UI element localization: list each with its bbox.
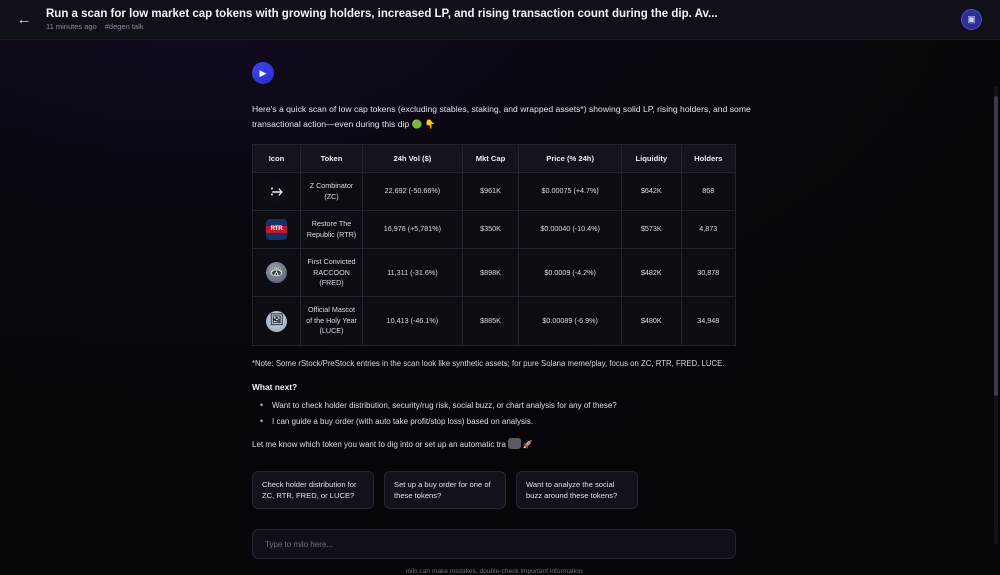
suggestion-chip-holder-distribution[interactable]: Check holder distribution for ZC, RTR, FRED, or LUCE? <box>252 471 374 510</box>
closing-text-before: Let me know which token you want to dig into or set up an automatic tra <box>252 439 506 449</box>
chat-input[interactable] <box>265 540 723 549</box>
column-header-liquidity: Liquidity <box>622 145 681 173</box>
token-name: Official Mascot of the Holy Year (LUCE) <box>301 297 363 345</box>
closing-text-after: 🚀 <box>522 439 533 449</box>
z-combinator-logo-icon <box>266 181 287 202</box>
suggestion-chips <box>252 471 752 510</box>
token-holders: 30,878 <box>681 249 735 297</box>
assistant-avatar-icon <box>252 62 274 84</box>
column-header-token: Token <box>301 145 363 173</box>
table-row <box>253 173 736 211</box>
table-row <box>253 211 736 249</box>
token-holders: 868 <box>681 173 735 211</box>
token-scan-table <box>252 144 736 346</box>
token-icon-glyph: RTR <box>270 225 283 233</box>
token-volume: 22,692 (-50.66%) <box>363 173 463 211</box>
luce-mascot-logo-icon <box>266 311 287 332</box>
token-icon-cell <box>253 211 301 249</box>
channel-tag: #degen talk <box>104 22 144 31</box>
token-volume: 11,311 (-31.6%) <box>363 249 463 297</box>
list-item: • I can guide a buy order (with auto take profit/stop loss) based on analysis. <box>256 417 752 426</box>
restore-the-republic-logo-icon <box>266 219 287 240</box>
token-icon-cell <box>253 173 301 211</box>
conversation <box>252 40 752 575</box>
token-mktcap: $350K <box>462 211 518 249</box>
assistant-intro-text: Here's a quick scan of low cap tokens (excluding stables, staking, and wrapped assets*) showing solid LP, rising holders, and some transactional action—even during this dip 🟢 👇 <box>252 104 751 130</box>
token-icon-glyph: ⧴ <box>270 183 283 199</box>
token-price: $0.00089 (-6.9%) <box>519 297 622 345</box>
token-liquidity: $642K <box>622 173 681 211</box>
disclaimer-text: milo can make mistakes, double-check important information <box>405 568 583 575</box>
token-icon-cell <box>253 297 301 345</box>
column-header-volume: 24h Vol ($) <box>363 145 463 173</box>
token-liquidity: $482K <box>622 249 681 297</box>
column-header-price: Price (% 24h) <box>519 145 622 173</box>
table-row <box>253 297 736 345</box>
header-texts <box>46 8 718 31</box>
token-holders: 4,873 <box>681 211 735 249</box>
scan-note: *Note: Some rStock/PreStock entries in the scan look like synthetic assets; for pure Solana meme/play, focus on ZC, RTR, FRED, LUCE. <box>252 358 725 368</box>
app-header <box>0 0 1000 40</box>
token-icon-glyph: 🖼 <box>269 314 284 327</box>
conversation-scroll-area <box>0 40 1000 575</box>
mouse-cursor-overlay <box>508 438 521 449</box>
token-price: $0.00040 (-10.4%) <box>519 211 622 249</box>
suggestion-chip-social-buzz[interactable]: Want to analyze the social buzz around these tokens? <box>516 471 638 510</box>
avatar-glyph: ▣ <box>967 14 976 24</box>
token-holders: 34,948 <box>681 297 735 345</box>
token-volume: 16,976 (+5,781%) <box>363 211 463 249</box>
token-volume: 10,413 (-46.1%) <box>363 297 463 345</box>
token-mktcap: $961K <box>462 173 518 211</box>
token-price: $0.0009 (-4.2%) <box>519 249 622 297</box>
fred-raccoon-logo-icon <box>266 262 287 283</box>
scrollbar-thumb[interactable] <box>994 96 998 396</box>
table-row <box>253 249 736 297</box>
token-name: Restore The Republic (RTR) <box>301 211 363 249</box>
list-item: • Want to check holder distribution, security/rug risk, social buzz, or chart analysis for any of these? <box>256 401 752 410</box>
vertical-scrollbar[interactable] <box>994 86 998 544</box>
token-name: First Convicted RACCOON (FRED) <box>301 249 363 297</box>
token-icon-cell <box>253 249 301 297</box>
token-liquidity: $480K <box>622 297 681 345</box>
page-title: Run a scan for low market cap tokens with growing holders, increased LP, and rising transaction count during the dip. Av... <box>46 8 718 20</box>
next-steps-list <box>256 401 752 426</box>
token-price: $0.00075 (+4.7%) <box>519 173 622 211</box>
avatar[interactable] <box>961 9 982 30</box>
token-mktcap: $885K <box>462 297 518 345</box>
column-header-mktcap: Mkt Cap <box>462 145 518 173</box>
token-mktcap: $898K <box>462 249 518 297</box>
header-meta <box>46 22 718 31</box>
token-icon-glyph: 🦝 <box>269 265 284 278</box>
closing-text <box>252 438 752 449</box>
suggestion-chip-buy-order[interactable]: Set up a buy order for one of these tokens? <box>384 471 506 510</box>
column-header-icon: Icon <box>253 145 301 173</box>
arrow-left-icon[interactable]: ← <box>16 11 32 28</box>
timestamp: 11 minutes ago <box>46 22 97 31</box>
play-icon: ▶ <box>259 67 267 78</box>
message-composer[interactable] <box>252 529 736 559</box>
what-next-heading: What next? <box>252 381 298 392</box>
token-name: Z Combinator (ZC) <box>301 173 363 211</box>
column-header-holders: Holders <box>681 145 735 173</box>
token-liquidity: $573K <box>622 211 681 249</box>
table-header-row <box>253 145 736 173</box>
